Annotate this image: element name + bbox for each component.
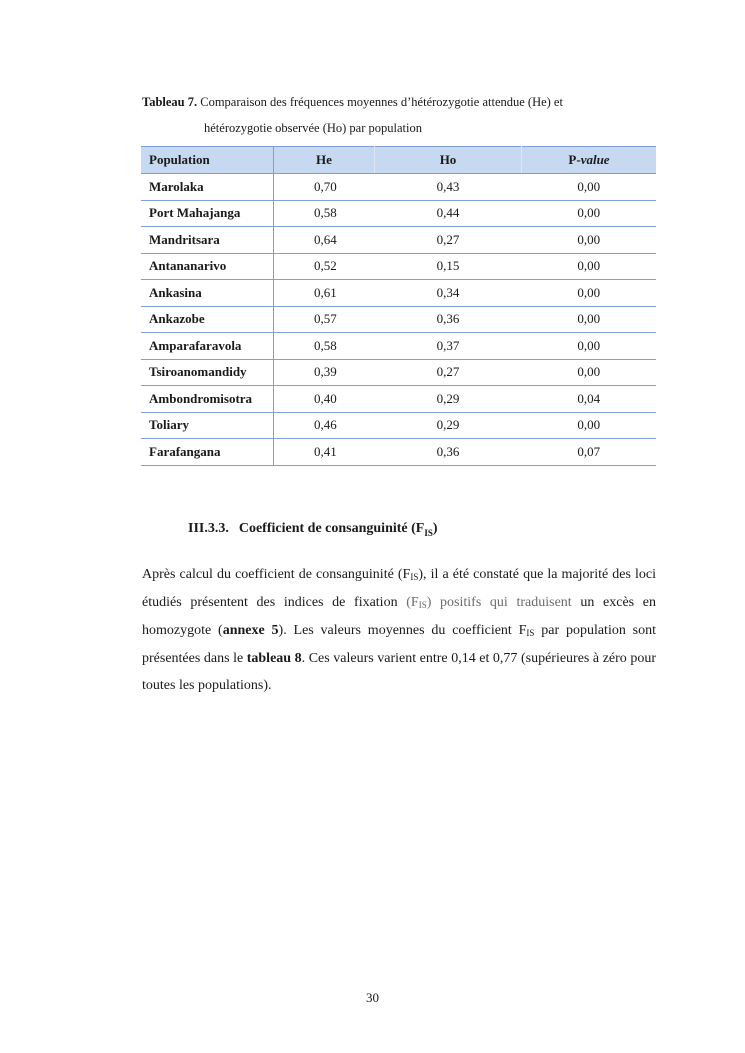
- cell-he: 0,64: [274, 227, 375, 254]
- cell-p-value: 0,00: [522, 412, 657, 439]
- cell-p-value: 0,00: [522, 280, 657, 307]
- para-sub-2: IS: [526, 628, 535, 638]
- cell-he: 0,41: [274, 439, 375, 466]
- cell-population: Ankazobe: [141, 306, 274, 333]
- caption-text-line2: hétérozygotie observée (Ho) par population: [204, 121, 422, 135]
- cell-ho: 0,15: [375, 253, 522, 280]
- cell-he: 0,58: [274, 200, 375, 227]
- cell-ho: 0,44: [375, 200, 522, 227]
- cell-p-value: 0,00: [522, 253, 657, 280]
- section-number: III.3.3.: [188, 521, 229, 536]
- header-ho: Ho: [375, 147, 522, 174]
- para-muted-end: ) positifs qui traduisent: [426, 595, 572, 610]
- table-row: [141, 306, 656, 333]
- para-bold-tableau: tableau 8: [246, 651, 302, 666]
- cell-he: 0,58: [274, 333, 375, 360]
- header-p-value: [522, 147, 657, 174]
- cell-ho: 0,36: [375, 306, 522, 333]
- cell-he: 0,61: [274, 280, 375, 307]
- header-population: Population: [141, 147, 274, 174]
- cell-population: Amparafaravola: [141, 333, 274, 360]
- header-p-italic: value: [580, 152, 610, 167]
- cell-population: Toliary: [141, 412, 274, 439]
- body-paragraph: [142, 561, 656, 699]
- para-text-4: ). Les valeurs moyennes du coefficient F: [278, 623, 527, 638]
- para-text-3: un excès en homozygote (: [142, 595, 656, 638]
- table-row: [141, 412, 656, 439]
- cell-p-value: 0,00: [522, 306, 657, 333]
- cell-he: 0,40: [274, 386, 375, 413]
- cell-population: Port Mahajanga: [141, 200, 274, 227]
- cell-p-value: 0,00: [522, 200, 657, 227]
- section-heading: [188, 521, 438, 538]
- table-row: [141, 200, 656, 227]
- table-row: [141, 253, 656, 280]
- table-row: [141, 227, 656, 254]
- cell-population: Marolaka: [141, 174, 274, 201]
- para-muted-text: (F: [406, 595, 419, 610]
- caption-text-line1: Comparaison des fréquences moyennes d’hétérozygotie attendue (He) et: [200, 95, 563, 109]
- para-text-2: ), il a été constaté que la majorité des loci étudiés présentent des indices de fixation: [142, 567, 657, 610]
- cell-population: Ambondromisotra: [141, 386, 274, 413]
- cell-he: 0,46: [274, 412, 375, 439]
- cell-p-value: 0,00: [522, 359, 657, 386]
- section-title-sub: IS: [424, 527, 433, 538]
- cell-ho: 0,34: [375, 280, 522, 307]
- table-row: [141, 386, 656, 413]
- table-body: [141, 174, 656, 466]
- table-row: [141, 174, 656, 201]
- cell-population: Tsiroanomandidy: [141, 359, 274, 386]
- header-he: He: [274, 147, 375, 174]
- cell-ho: 0,29: [375, 386, 522, 413]
- cell-ho: 0,36: [375, 439, 522, 466]
- para-text-5: par population sont présentées dans le: [142, 623, 657, 666]
- table-row: [141, 280, 656, 307]
- para-muted: [406, 595, 571, 610]
- table-header-row: [141, 147, 656, 174]
- caption-label: Tableau 7.: [142, 95, 198, 109]
- page-number: 30: [366, 990, 379, 1005]
- cell-p-value: 0,07: [522, 439, 657, 466]
- header-p-prefix: P-: [568, 152, 581, 167]
- cell-ho: 0,27: [375, 227, 522, 254]
- section-title: Coefficient de consanguinité (F: [238, 521, 425, 536]
- cell-population: Ankasina: [141, 280, 274, 307]
- cell-population: Farafangana: [141, 439, 274, 466]
- table-caption: [142, 89, 662, 141]
- section-title-end: ): [432, 521, 438, 536]
- cell-he: 0,70: [274, 174, 375, 201]
- cell-p-value: 0,04: [522, 386, 657, 413]
- para-muted-sub: IS: [418, 600, 427, 610]
- cell-ho: 0,37: [375, 333, 522, 360]
- table-row: [141, 333, 656, 360]
- cell-population: Antananarivo: [141, 253, 274, 280]
- cell-he: 0,39: [274, 359, 375, 386]
- cell-p-value: 0,00: [522, 174, 657, 201]
- cell-ho: 0,27: [375, 359, 522, 386]
- para-bold-annexe: annexe 5: [222, 623, 279, 638]
- para-sub-1: IS: [410, 572, 419, 582]
- cell-he: 0,52: [274, 253, 375, 280]
- table-row: [141, 359, 656, 386]
- table-row: [141, 439, 656, 466]
- heterozygosity-table: [141, 146, 656, 466]
- cell-population: Mandritsara: [141, 227, 274, 254]
- cell-p-value: 0,00: [522, 333, 657, 360]
- para-text-1: Après calcul du coefficient de consanguinité (F: [142, 567, 411, 582]
- para-text-6: . Ces valeurs varient entre 0,14 et 0,77 (supérieures à zéro pour toutes les populations).: [142, 651, 656, 693]
- cell-ho: 0,43: [375, 174, 522, 201]
- cell-ho: 0,29: [375, 412, 522, 439]
- cell-he: 0,57: [274, 306, 375, 333]
- cell-p-value: 0,00: [522, 227, 657, 254]
